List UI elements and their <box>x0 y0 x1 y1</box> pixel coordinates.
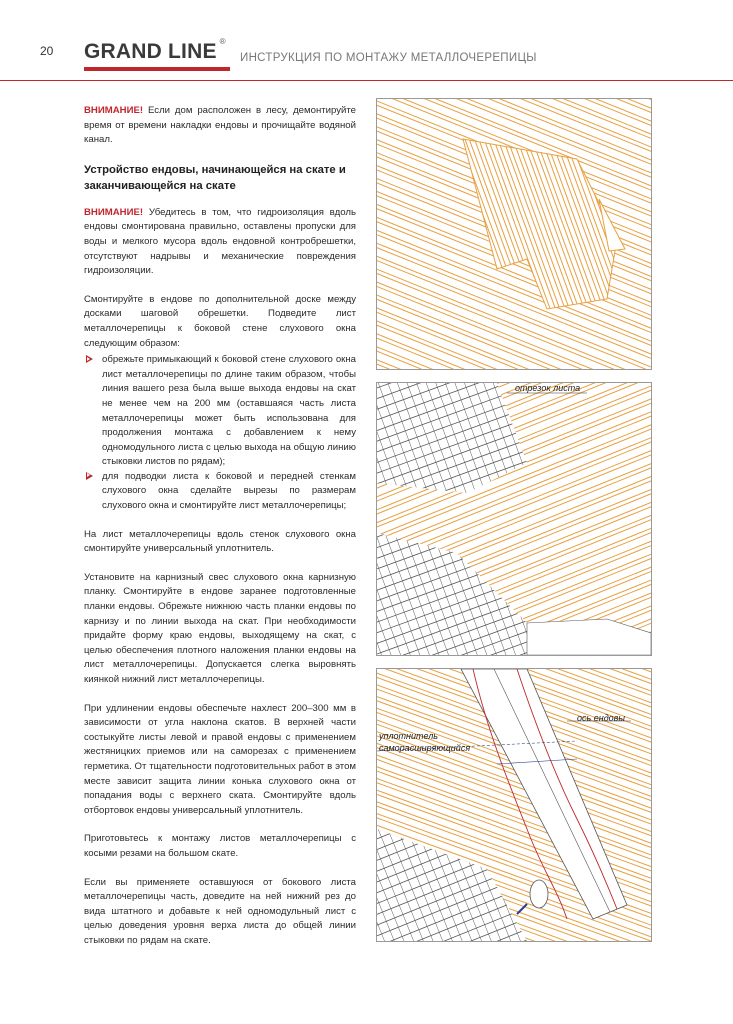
paragraph-text: Если дом расположен в лесу, демонтируйте время от времени накладки ендовы и прочищайте водяной канал. <box>84 105 356 146</box>
batten-line <box>377 99 651 128</box>
brand-logo <box>84 37 226 64</box>
tile-sheet-left <box>377 829 527 941</box>
paragraph-sealant: На лист металлочерепицы вдоль стенок слухового окна смонтируйте универсальный уплотнитель. <box>84 528 356 555</box>
sealant-hand-tool <box>530 880 548 908</box>
triangle-bullet-icon <box>86 472 93 480</box>
triangle-bullet-icon <box>86 355 93 363</box>
tile-column-line <box>648 383 651 655</box>
label-sealant-line-2: саморасширяющийся <box>379 743 471 753</box>
tile-column-line <box>538 383 651 655</box>
batten-line <box>377 99 651 132</box>
label-valley-axis: ось ендовы <box>577 713 625 723</box>
batten-line <box>644 99 651 369</box>
label-sheet-segment: отрезок листа <box>515 383 581 393</box>
batten-line <box>377 99 651 150</box>
instruction-list <box>84 353 356 514</box>
batten-line <box>377 99 651 143</box>
batten-line <box>377 99 651 117</box>
valley-illustration <box>377 669 651 941</box>
batten-line <box>377 344 651 369</box>
logo-underline <box>84 67 230 71</box>
section-heading: Устройство ендовы, начинающейся на скате и заканчивающейся на скате <box>84 163 346 192</box>
paragraph-valley-extension: При удлинении ендовы обеспечьте нахлест 200–300 мм в зависимости от угла наклона скатов. В верхней части состыкуйте листы левой и правой ендовы с применением жестяницких приемов или на саморезах с применением герметика. От тщательности подготовительных работ в этом месте зависит защита линии конька слухового окна от попадания воды с верхнего ската. Смонтируйте вдоль отбортовок ендовы универсальный уплотнитель. <box>84 702 356 816</box>
header-title: ИНСТРУКЦИЯ ПО МОНТАЖУ МЕТАЛЛОЧЕРЕПИЦЫ <box>240 52 537 64</box>
valley-plank <box>527 619 651 655</box>
paragraph-warning-waterproofing <box>84 206 356 279</box>
tile-sheet-bottom <box>377 533 527 655</box>
list-item <box>102 353 356 470</box>
page-number: 20 <box>40 44 54 58</box>
figure-valley <box>376 668 652 942</box>
batten-line <box>377 318 651 369</box>
paragraph-warning-forest <box>84 104 356 148</box>
batten-line <box>377 355 651 369</box>
figure-dormer-battens <box>376 98 652 370</box>
batten-line <box>377 99 389 369</box>
paragraph-text: Убедитесь в том, что гидроизоляция вдоль ендовы смонтирована правильно, оставлены пропуски для воды и мелкого мусора вдоль ендовной контробрешетки, отсутствуют надрывы и механические повреждения гидроизоляции. <box>84 206 356 277</box>
batten-line <box>377 99 410 369</box>
batten-line <box>377 99 469 369</box>
dormer-battens-illustration <box>377 99 651 369</box>
batten-line <box>377 284 651 369</box>
batten-line <box>377 99 651 154</box>
batten-line <box>377 99 491 369</box>
tile-column-line <box>606 383 651 655</box>
tile-column-line <box>648 383 651 655</box>
logo-registered-mark: ® <box>219 37 226 46</box>
list-item-text: для подводки листа к боковой и передней стенкам слухового окна сделайте вырезы по размерам слухового окна и смонтируйте лист металлочерепицы; <box>102 470 356 512</box>
paragraph-eaves-plank: Установите на карнизный свес слухового окна карнизную планку. Смонтируйте в ендове заранее подготовленные планки ендовы. Обрежьте нижнюю часть планки ендовы по карнизу и по линии выхода на скат. При необходимости придайте форму краю ендовы, выходящему на скат, с целью обеспечения плотного наложения планки ендовы на лист металлочерепицы. Допускается слегка выровнять киянкой нижний лист металлочерепицы. <box>84 571 356 685</box>
batten-line <box>377 99 466 369</box>
logo-text: GRAND LINE <box>84 40 217 63</box>
batten-line <box>377 296 651 369</box>
batten-line <box>377 99 381 369</box>
paragraph-mount-board: Смонтируйте в ендове по дополнительной доске между досками шаговой обрешетки. Подведите лист металлочерепицы к боковой стене слухового окна следующим образом: <box>84 293 356 349</box>
tile-sheet-top <box>377 383 527 493</box>
warning-label: ВНИМАНИЕ! <box>84 206 144 218</box>
list-item <box>102 470 356 514</box>
batten-line <box>377 351 651 369</box>
tile-column-line <box>622 383 651 655</box>
label-sealant-line-1: уплотнитель <box>379 731 439 741</box>
warning-label: ВНИМАНИЕ! <box>84 105 144 116</box>
batten-line <box>377 99 449 369</box>
list-item-text: обрежьте примыкающий к боковой стене слухового окна лист металлочерепицы по длине таким образом, чтобы линия вашего реза была выше выхода ендовы на скат не менее чем на 200 мм (оставшаяся часть листа металлочерепицы может быть использована для продолжения монтажа с добавлением к нему одномодульного листа с целью выхода на общую линию стыковки листов по рядам); <box>102 354 356 468</box>
header-divider <box>0 80 733 81</box>
batten-line <box>619 99 651 369</box>
batten-line <box>623 99 651 369</box>
paragraph-prepare-cuts: Приготовьтесь к монтажу листов металлочерепицы с косыми резами на большом скате. <box>84 833 356 859</box>
sheet-cut-illustration <box>377 383 651 655</box>
tile-column-line <box>622 383 651 655</box>
batten-line <box>377 99 406 369</box>
tile-column-line <box>538 383 651 655</box>
batten-line <box>377 299 651 369</box>
tile-column-line <box>606 383 651 655</box>
paragraph-remaining-sheet: Если вы применяете оставшуюся от бокового листа металлочерепицы часть, доведите на ней нижний рез до вида штатного и добавьте к ней одномодульный лист с целью доведения уровня верха листа до общей линии стыковки по рядам на скате. <box>84 876 356 946</box>
figure-sheet-cut <box>376 382 652 656</box>
tile-column-line <box>496 383 651 655</box>
batten-line <box>377 310 651 369</box>
batten-line <box>377 99 486 369</box>
tile-column-line <box>496 383 651 655</box>
text-column <box>84 104 356 963</box>
